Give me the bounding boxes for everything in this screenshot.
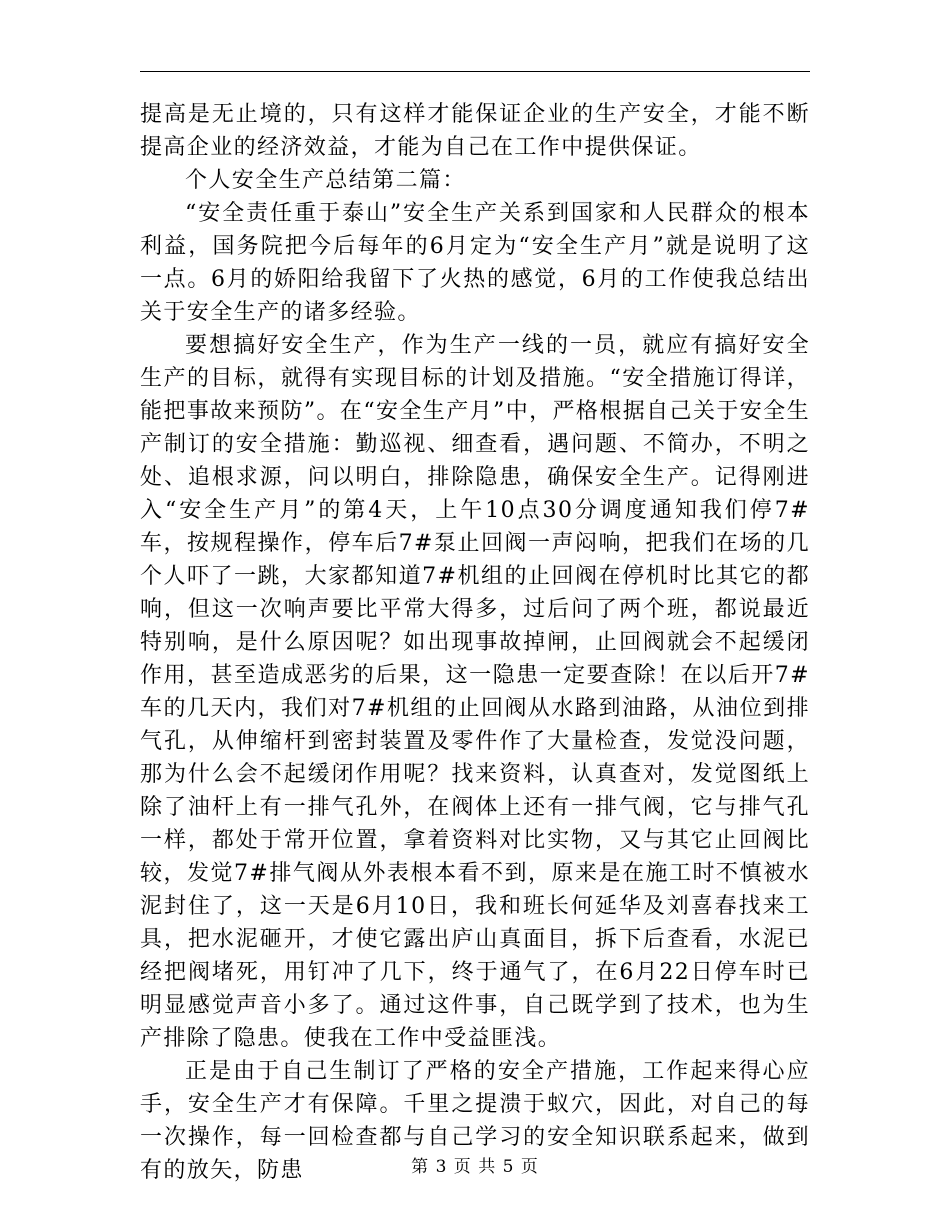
paragraph-continuation: 提高是无止境的，只有这样才能保证企业的生产安全，才能不断提高企业的经济效益，才能为自己在工作中提供保证。 [140,102,810,160]
paragraph-closing: 正是由于自己生制订了严格的安全产措施，工作起来得心应手，安全生产才有保障。千里之提溃于蚁穴，因此，对自己的每一次操作，每一回检查都与自己学习的安全知识联系起来，做到有的放矢，防患 [140,1059,810,1183]
page-number: 第 3 页 共 5 页 [411,1157,539,1177]
header-rule [140,71,810,72]
section-heading: 个人安全生产总结第二篇： [185,168,466,193]
paragraph-main: 要想搞好安全生产，作为生产一线的一员，就应有搞好安全生产的目标，就得有实现目标的计划及措施。“安全措施订得详，能把事故来预防”。在“安全生产月”中，严格根据自己关于安全生产制订的安全措施：勤巡视、细查看，遇问题、不简办，不明之处、追根求源，问以明白，排除隐患，确保安全生产。记得刚进入“安全生产月”的第4天，上午10点30分调度通知我们停7#车，按规程操作，停车后7#泵止回阀一声闷响，把我们在场的几个人吓了一跳，大家都知道7#机组的止回阀在停机时比其它的都响，但这一次响声要比平常大得多，过后问了两个班，都说最近特别响，是什么原因呢？如出现事故掉闸，止回阀就会不起缓闭作用，甚至造成恶劣的后果，这一隐患一定要查除！在以后开7#车的几天内，我们对7#机组的止回阀从水路到油路，从油位到排气孔，从伸缩杆到密封装置及零件作了大量检查，发觉没问题，那为什么会不起缓闭作用呢？找来资料，认真查对，发觉图纸上除了油杆上有一排气孔外，在阀体上还有一排气阀，它与排气孔一样，都处于常开位置，拿着资料对比实物，又与其它止回阀比较，发觉7#排气阀从外表根本看不到，原来是在施工时不慎被水泥封住了，这一天是6月10日，我和班长何延华及刘喜春找来工具，把水泥砸开，才使它露出庐山真面目，拆下后查看，水泥已经把阀堵死，用钉冲了几下，终于通气了，在6月22日停车时已明显感觉声音小多了。通过这件事，自己既学到了技术，也为生产排除了隐患。使我在工作中受益匪浅。 [140,333,810,1051]
page-footer [0,1152,950,1177]
paragraph-intro: “安全责任重于泰山”安全生产关系到国家和人民群众的根本利益，国务院把今后每年的6月定为“安全生产月”就是说明了这一点。6月的娇阳给我留下了火热的感觉，6月的工作使我总结出关于安全生产的诸多经验。 [140,201,810,325]
document-body [140,98,810,1187]
